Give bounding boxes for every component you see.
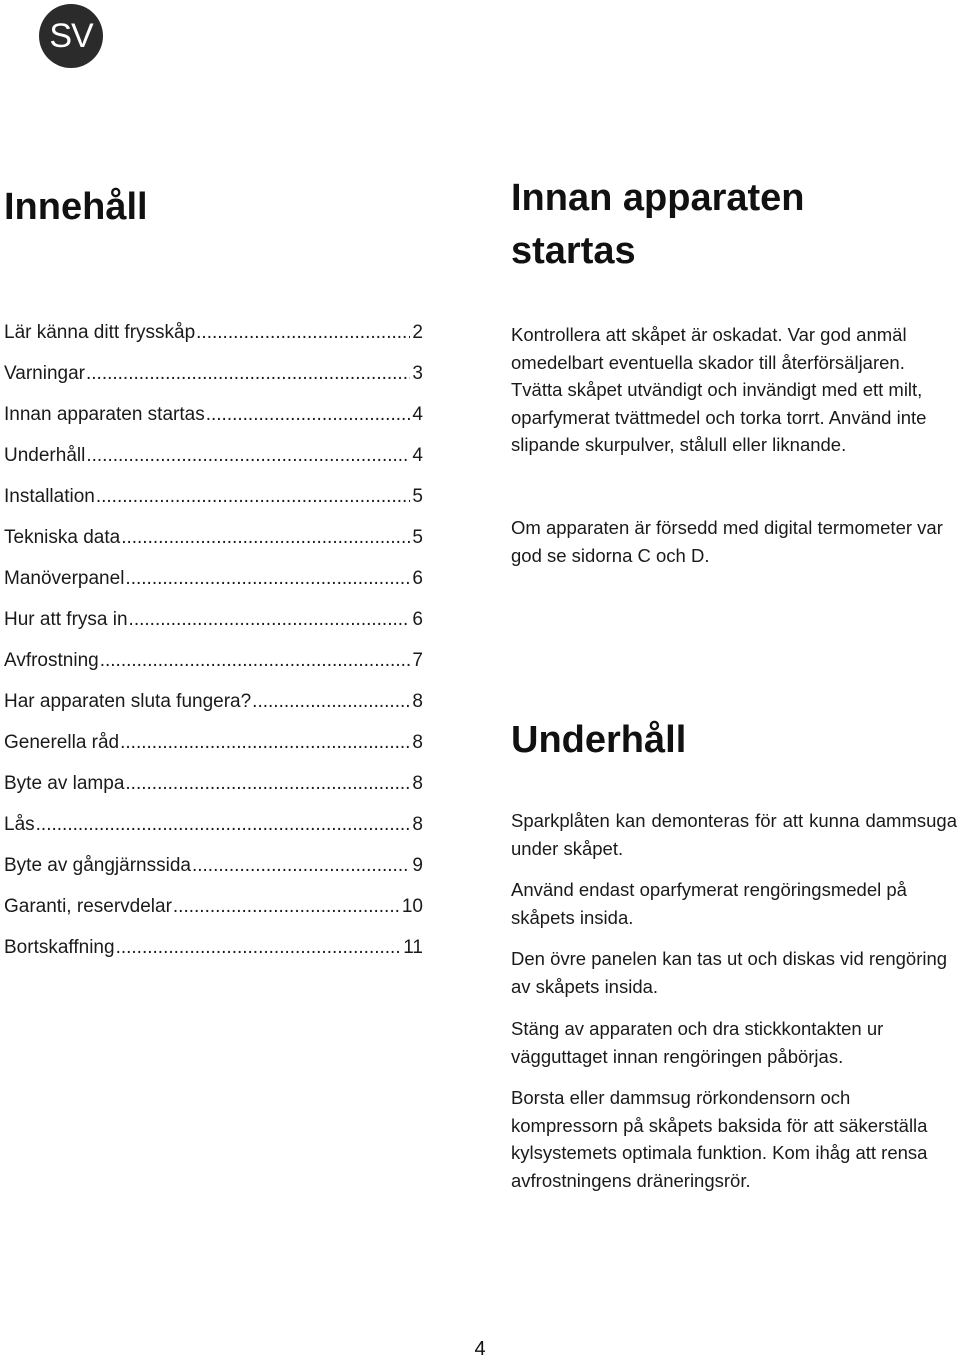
table-of-contents — [4, 319, 423, 975]
toc-item-page: 6 — [410, 565, 423, 593]
toc-leader-dots — [192, 852, 410, 880]
toc-leader-dots — [252, 688, 410, 716]
toc-item-page: 5 — [410, 524, 423, 552]
toc-item-label: Manöverpanel — [4, 565, 125, 593]
toc-leader-dots — [86, 360, 410, 388]
toc-item-page: 6 — [410, 606, 423, 634]
toc-item-page: 8 — [410, 688, 423, 716]
toc-item[interactable] — [4, 360, 423, 401]
toc-leader-dots — [96, 483, 411, 511]
toc-leader-dots — [173, 893, 400, 921]
toc-item-label: Varningar — [4, 360, 86, 388]
toc-item-label: Innan apparaten startas — [4, 401, 206, 429]
toc-item-label: Avfrostning — [4, 647, 100, 675]
toc-item[interactable] — [4, 647, 423, 688]
toc-item-page: 3 — [410, 360, 423, 388]
toc-item[interactable] — [4, 852, 423, 893]
paragraph: Den övre panelen kan tas ut och diskas vid rengöring av skåpets insida. — [511, 948, 948, 997]
section-title-line: startas — [511, 230, 636, 272]
toc-item-label: Installation — [4, 483, 96, 511]
toc-leader-dots — [36, 811, 411, 839]
toc-item-page: 11 — [401, 934, 423, 962]
toc-item[interactable] — [4, 729, 423, 770]
toc-item-page: 9 — [410, 852, 423, 880]
toc-item-label: Lär känna ditt frysskåp — [4, 319, 196, 347]
toc-leader-dots — [100, 647, 411, 675]
section-title-before-start — [511, 172, 805, 278]
toc-item-label: Har apparaten sluta fungera? — [4, 688, 252, 716]
toc-leader-dots — [125, 565, 410, 593]
toc-item[interactable] — [4, 688, 423, 729]
toc-item-label: Lås — [4, 811, 36, 839]
toc-leader-dots — [196, 319, 410, 347]
toc-leader-dots — [125, 770, 410, 798]
toc-item-page: 7 — [410, 647, 423, 675]
toc-item-page: 4 — [410, 442, 423, 470]
toc-item[interactable] — [4, 442, 423, 483]
toc-leader-dots — [121, 524, 410, 552]
toc-item-label: Byte av lampa — [4, 770, 125, 798]
toc-item[interactable] — [4, 606, 423, 647]
language-badge: SV — [39, 4, 103, 68]
toc-item-page: 8 — [410, 770, 423, 798]
toc-title: Innehåll — [4, 186, 148, 228]
toc-item[interactable] — [4, 524, 423, 565]
paragraph: Stäng av apparaten och dra stickkontakten ur vägguttaget innan rengöringen påbörjas. — [511, 1018, 884, 1067]
paragraph: Om apparaten är försedd med digital termometer var god se sidorna C och D. — [511, 517, 943, 566]
toc-item-label: Underhåll — [4, 442, 86, 470]
toc-item-page: 2 — [410, 319, 423, 347]
paragraph: Borsta eller dammsug rörkondensorn och kompressorn på skåpets baksida för att säkerställa kylsystemets optimala funktion. Kom ihåg att rensa avfrostningens dräneringsrör. — [511, 1087, 928, 1191]
toc-leader-dots — [86, 442, 410, 470]
paragraph: Använd endast oparfymerat rengöringsmedel på skåpets insida. — [511, 879, 907, 928]
toc-item-label: Hur att frysa in — [4, 606, 129, 634]
toc-item-label: Generella råd — [4, 729, 120, 757]
toc-item-label: Tekniska data — [4, 524, 121, 552]
toc-item[interactable] — [4, 893, 423, 934]
toc-item-label: Byte av gångjärnssida — [4, 852, 192, 880]
section-title-line: Innan apparaten — [511, 177, 805, 219]
toc-item-label: Bortskaffning — [4, 934, 116, 962]
toc-item[interactable] — [4, 811, 423, 852]
toc-item[interactable] — [4, 934, 423, 975]
section-title-maintenance: Underhåll — [511, 719, 687, 761]
toc-item[interactable] — [4, 319, 423, 360]
toc-item-page: 10 — [400, 893, 423, 921]
paragraph: Sparkplåten kan demonteras för att kunna dammsuga under skåpet. — [511, 810, 957, 859]
toc-item-page: 5 — [410, 483, 423, 511]
toc-item[interactable] — [4, 483, 423, 524]
paragraph: Kontrollera att skåpet är oskadat. Var god anmäl omedelbart eventuella skador till återförsäljaren. Tvätta skåpet utvändigt och invändigt med ett milt, oparfymerat tvättmedel och torka torrt. Använd inte slipande skurpulver, stålull eller liknande. — [511, 324, 927, 456]
page-number: 4 — [474, 1338, 486, 1360]
toc-item-page: 8 — [410, 811, 423, 839]
toc-item[interactable] — [4, 770, 423, 811]
toc-leader-dots — [129, 606, 411, 634]
toc-item-label: Garanti, reservdelar — [4, 893, 173, 921]
toc-item-page: 8 — [410, 729, 423, 757]
toc-leader-dots — [206, 401, 411, 429]
toc-item[interactable] — [4, 565, 423, 606]
toc-item-page: 4 — [410, 401, 423, 429]
toc-item[interactable] — [4, 401, 423, 442]
toc-leader-dots — [116, 934, 402, 962]
toc-leader-dots — [120, 729, 410, 757]
